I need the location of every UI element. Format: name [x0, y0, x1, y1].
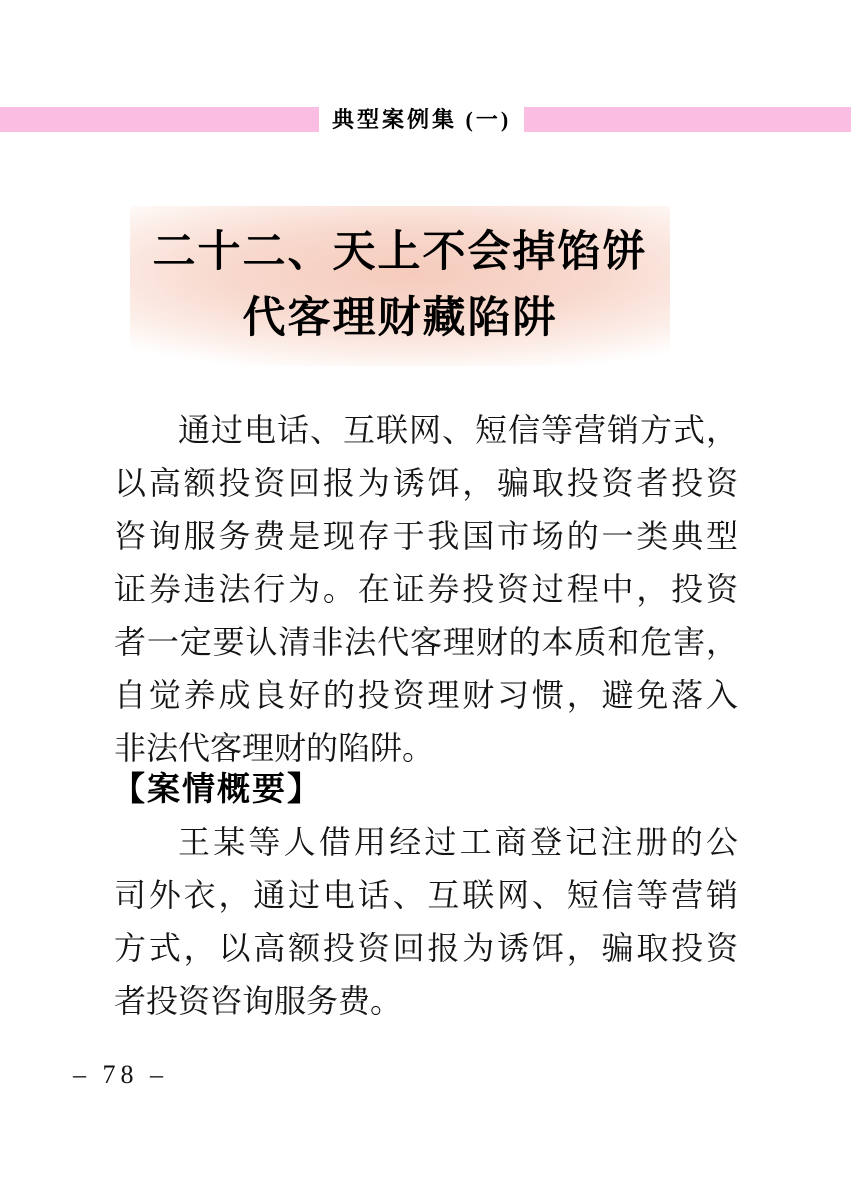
text-line: 司外衣，通过电话、互联网、短信等营销 — [114, 877, 738, 913]
text-line: 通过电话、互联网、短信等营销方式， — [178, 412, 738, 448]
text-line: 非法代客理财的陷阱。 — [114, 730, 435, 766]
section-header-case-summary: 【案情概要】 — [112, 772, 322, 808]
chapter-title-line-1: 二十二、天上不会掉馅饼 — [152, 229, 648, 276]
text-line: 自觉养成良好的投资理财习惯，避免落入 — [114, 677, 738, 713]
chapter-title-block — [130, 206, 670, 366]
running-head-title: 典型案例集 (一) — [319, 107, 524, 132]
page-number: – 78 – — [73, 1060, 168, 1089]
chapter-title-line-2: 代客理财藏陷阱 — [242, 295, 558, 342]
page-header — [0, 107, 851, 132]
text-line: 证券违法行为。在证券投资过程中，投资 — [114, 571, 738, 607]
text-line: 者投资咨询服务费。 — [114, 983, 403, 1019]
text-line: 方式，以高额投资回报为诱饵，骗取投资 — [114, 930, 738, 966]
header-band-left — [0, 107, 319, 132]
case-summary-paragraph — [114, 816, 738, 1028]
text-line: 以高额投资回报为诱饵，骗取投资者投资 — [114, 465, 738, 501]
text-line: 咨询服务费是现存于我国市场的一类典型 — [114, 518, 738, 554]
text-line: 王某等人借用经过工商登记注册的公 — [178, 824, 738, 860]
text-line: 者一定要认清非法代客理财的本质和危害， — [114, 624, 738, 660]
intro-paragraph — [114, 404, 738, 775]
header-band-right — [524, 107, 851, 132]
